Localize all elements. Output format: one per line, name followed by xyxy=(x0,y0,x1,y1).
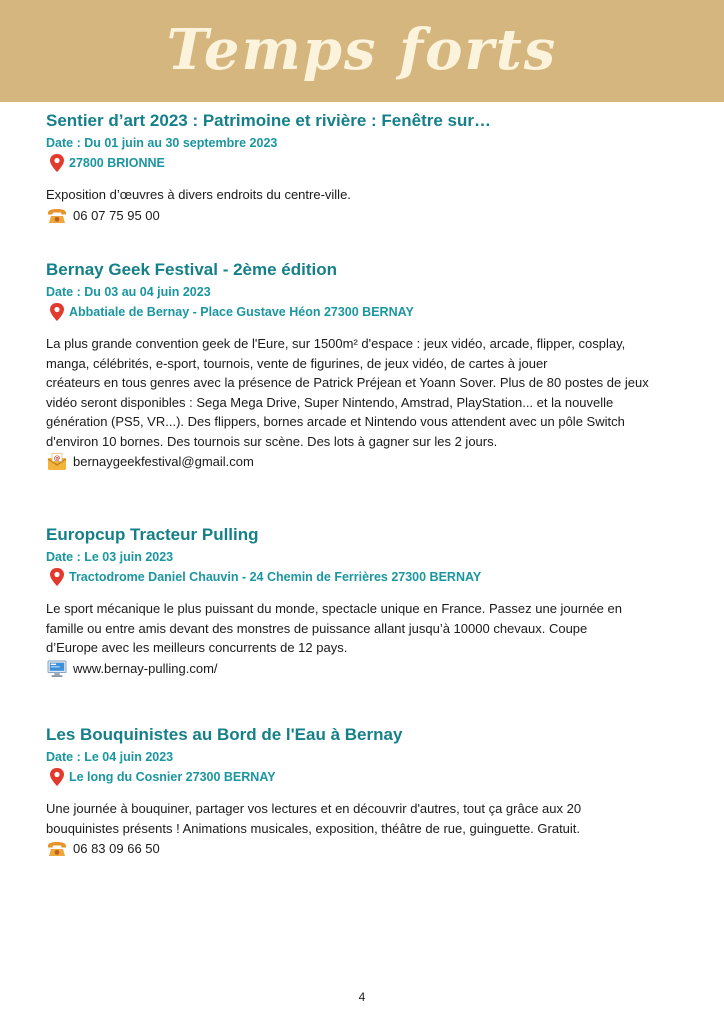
event-date: Date : Du 03 au 04 juin 2023 xyxy=(46,285,211,299)
phone-icon xyxy=(46,840,68,858)
event-description xyxy=(46,185,686,205)
event-contact xyxy=(46,659,686,679)
description-line: bouquinistes présents ! Animations musicales, exposition, théâtre de rue, guinguette. Gratuit. xyxy=(46,820,581,836)
phone-number[interactable]: 06 07 75 95 00 xyxy=(73,207,160,223)
event-contact xyxy=(46,452,686,472)
event-location xyxy=(46,302,686,322)
event-date: Date : Du 01 juin au 30 septembre 2023 xyxy=(46,136,278,150)
description-line: génération (PS5, VR...). Des flippers, bornes arcade et Nintendo vous attendent avec un pôle Switch xyxy=(46,414,625,429)
description-line: créateurs en tous genres avec la présence de Patrick Préjean et Yoann Sover. Plus de 80 postes de jeux xyxy=(46,375,649,390)
header-banner xyxy=(0,0,724,102)
location-pin-icon xyxy=(48,302,66,322)
email-address[interactable]: bernaygeekfestival@gmail.com xyxy=(73,454,254,469)
event-title: Europcup Tracteur Pulling xyxy=(46,525,259,544)
email-icon xyxy=(46,453,68,471)
event-date: Date : Le 04 juin 2023 xyxy=(46,750,174,764)
description-line: d’Europe avec les meilleurs concurrents de 12 pays. xyxy=(46,640,348,655)
event-description xyxy=(46,799,686,838)
description-line: manga, célébrités, e-sport, tournois, vente de figurines, de jeux vidéo, de cartes à jouer xyxy=(46,355,548,371)
svg-text:@: @ xyxy=(53,454,61,462)
event-sentier-art xyxy=(46,110,686,226)
event-description xyxy=(46,334,686,451)
page-title: Temps forts xyxy=(166,17,558,83)
website-icon xyxy=(46,660,68,678)
event-location-text: Abbatiale de Bernay - Place Gustave Héon 27300 BERNAY xyxy=(69,305,414,319)
event-bernay-geek-festival xyxy=(46,259,686,472)
location-pin-icon xyxy=(48,567,66,587)
event-location-text: 27800 BRIONNE xyxy=(69,156,165,170)
phone-icon xyxy=(46,207,68,225)
event-location-text: Le long du Cosnier 27300 BERNAY xyxy=(69,770,276,784)
description-line: Une journée à bouquiner, partager vos lectures et en découvrir d'autres, tout ça grâce aux 20 xyxy=(46,801,582,816)
description-line: d'environ 10 bornes. Des tournois sur scène. Des lots à gagner sur les 2 jours. xyxy=(46,433,498,449)
website-link[interactable]: www.bernay-pulling.com/ xyxy=(73,660,218,676)
phone-number[interactable]: 06 83 09 66 50 xyxy=(73,841,160,856)
event-europcup-tracteur xyxy=(46,524,686,679)
event-date: Date : Le 03 juin 2023 xyxy=(46,550,174,564)
event-location-text: Tractodrome Daniel Chauvin - 24 Chemin de Ferrières 27300 BERNAY xyxy=(69,570,482,584)
location-pin-icon xyxy=(48,153,66,173)
event-contact xyxy=(46,206,686,226)
event-title: Les Bouquinistes au Bord de l'Eau à Bernay xyxy=(46,725,403,744)
description-line: La plus grande convention geek de l'Eure, sur 1500m² d'espace : jeux vidéo, arcade, flipper, cosplay, xyxy=(46,336,626,351)
event-description xyxy=(46,599,686,658)
event-location xyxy=(46,767,686,787)
event-bouquinistes xyxy=(46,724,686,859)
location-pin-icon xyxy=(48,767,66,787)
event-contact xyxy=(46,839,686,859)
description-line: vidéo seront disponibles : Sega Mega Drive, Super Nintendo, Amstrad, PlayStation... et la nouvelle xyxy=(46,394,614,410)
event-title: Bernay Geek Festival - 2ème édition xyxy=(46,260,338,279)
description-line: famille ou entre amis devant des monstres de puissance allant jusqu’à 10000 chevaux. Coupe xyxy=(46,620,588,636)
page-number: 4 xyxy=(358,990,366,1004)
description-line: Exposition d’œuvres à divers endroits du centre-ville. xyxy=(46,187,351,202)
description-line: Le sport mécanique le plus puissant du monde, spectacle unique en France. Passez une journée en xyxy=(46,601,622,616)
event-location xyxy=(46,567,686,587)
event-location xyxy=(46,153,686,173)
event-title: Sentier d’art 2023 : Patrimoine et rivière : Fenêtre sur… xyxy=(46,111,491,130)
